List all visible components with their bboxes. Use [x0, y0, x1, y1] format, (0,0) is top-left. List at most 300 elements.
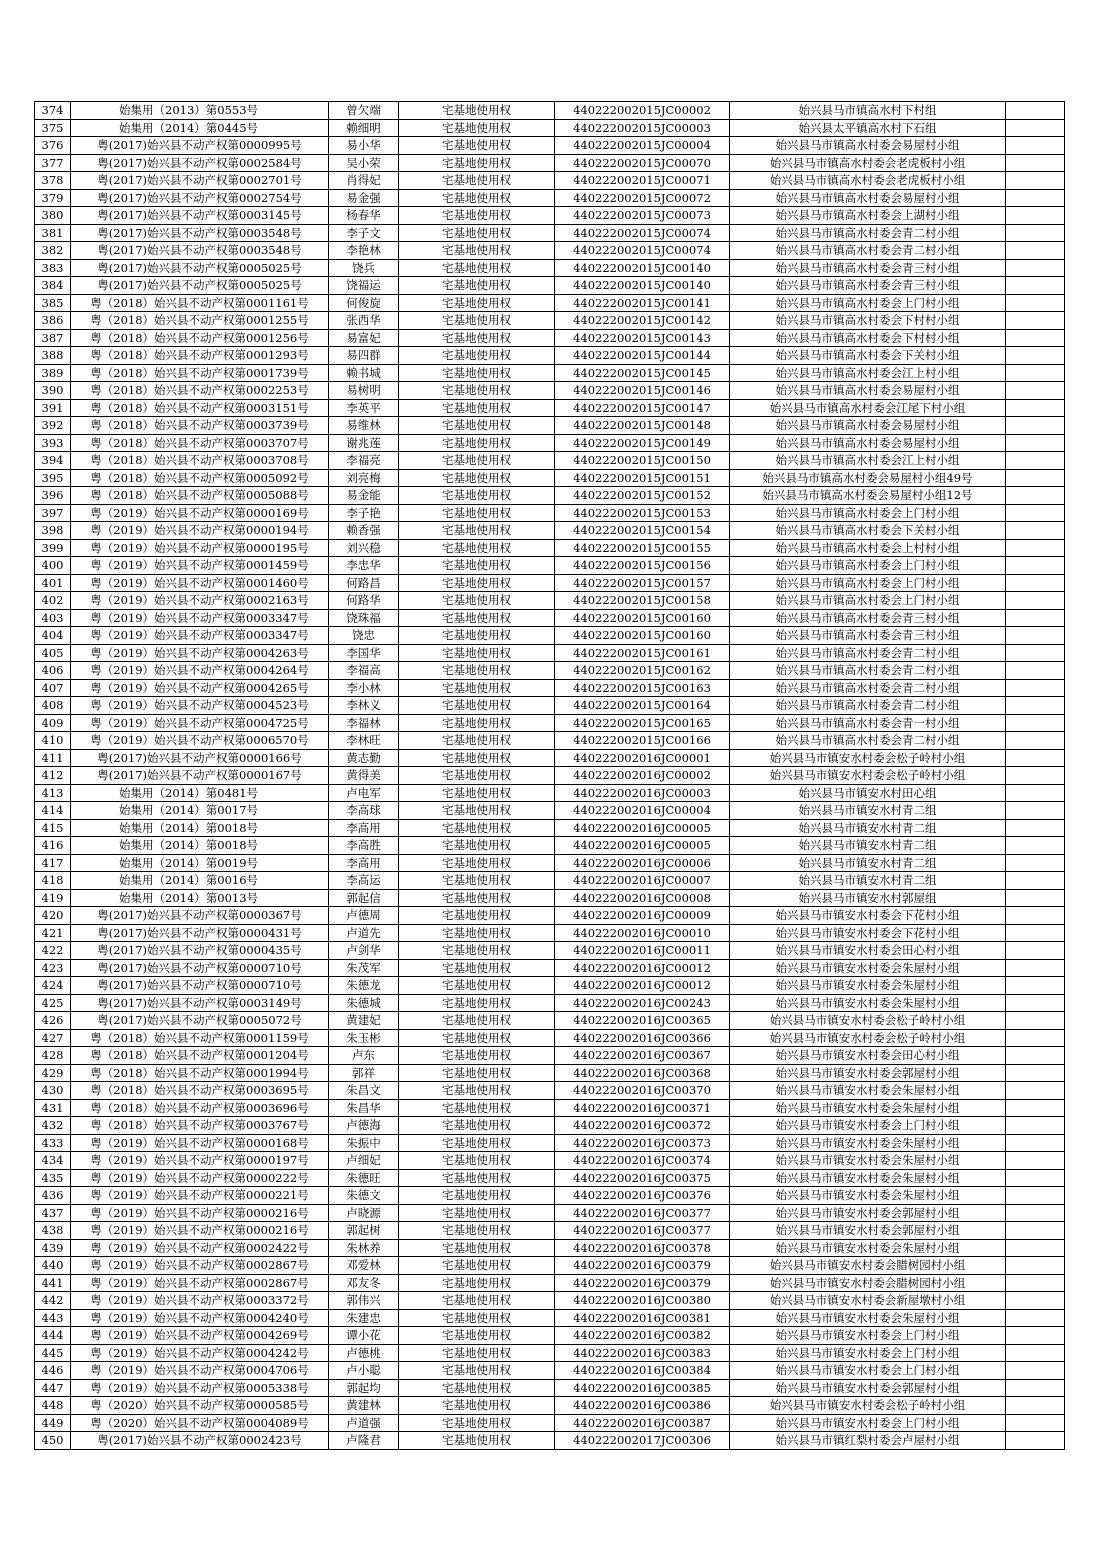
parcel-code-cell: 440222002015JC00149 — [555, 434, 730, 452]
parcel-code-cell: 440222002015JC00160 — [555, 627, 730, 645]
certificate-number-cell: 始集用（2014）第0018号 — [71, 837, 329, 855]
right-type-cell: 宅基地使用权 — [399, 207, 555, 225]
owner-name-cell: 易金强 — [329, 189, 399, 207]
location-cell: 始兴县马市镇高水村委会青一村小组 — [730, 714, 1006, 732]
row-number-cell: 384 — [35, 277, 71, 295]
table-row — [35, 347, 1065, 365]
remark-cell — [1006, 382, 1065, 400]
parcel-code-cell: 440222002016JC00373 — [555, 1134, 730, 1152]
row-number-cell: 441 — [35, 1274, 71, 1292]
remark-cell — [1006, 522, 1065, 540]
owner-name-cell: 李子文 — [329, 224, 399, 242]
row-number-cell: 394 — [35, 452, 71, 470]
right-type-cell: 宅基地使用权 — [399, 417, 555, 435]
location-cell: 始兴县马市镇红梨村委会卢屋村小组 — [730, 1432, 1006, 1450]
remark-cell — [1006, 189, 1065, 207]
row-number-cell: 413 — [35, 784, 71, 802]
owner-name-cell: 李林义 — [329, 697, 399, 715]
location-cell: 始兴县马市镇安水村委会郭屋村小组 — [730, 1064, 1006, 1082]
parcel-code-cell: 440222002016JC00243 — [555, 994, 730, 1012]
right-type-cell: 宅基地使用权 — [399, 189, 555, 207]
right-type-cell: 宅基地使用权 — [399, 889, 555, 907]
remark-cell — [1006, 609, 1065, 627]
certificate-number-cell: 粤（2019）始兴县不动产权第0004706号 — [71, 1362, 329, 1380]
parcel-code-cell: 440222002016JC00374 — [555, 1152, 730, 1170]
owner-name-cell: 邓友冬 — [329, 1274, 399, 1292]
table-row — [35, 522, 1065, 540]
certificate-number-cell: 粤（2018）始兴县不动产权第0005092号 — [71, 469, 329, 487]
certificate-number-cell: 粤(2017)始兴县不动产权第0000710号 — [71, 977, 329, 995]
parcel-code-cell: 440222002016JC00004 — [555, 802, 730, 820]
right-type-cell: 宅基地使用权 — [399, 627, 555, 645]
certificate-number-cell: 粤（2019）始兴县不动产权第0000169号 — [71, 504, 329, 522]
right-type-cell: 宅基地使用权 — [399, 679, 555, 697]
certificate-number-cell: 粤（2018）始兴县不动产权第0005088号 — [71, 487, 329, 505]
parcel-code-cell: 440222002015JC00158 — [555, 592, 730, 610]
certificate-number-cell: 粤（2019）始兴县不动产权第0004269号 — [71, 1327, 329, 1345]
row-number-cell: 403 — [35, 609, 71, 627]
location-cell: 始兴县马市镇高水村委会青二村小组 — [730, 732, 1006, 750]
row-number-cell: 419 — [35, 889, 71, 907]
certificate-number-cell: 粤（2019）始兴县不动产权第0004240号 — [71, 1309, 329, 1327]
owner-name-cell: 李子艳 — [329, 504, 399, 522]
owner-name-cell: 易小华 — [329, 137, 399, 155]
owner-name-cell: 刘兴稳 — [329, 539, 399, 557]
right-type-cell: 宅基地使用权 — [399, 644, 555, 662]
row-number-cell: 399 — [35, 539, 71, 557]
owner-name-cell: 朱德旺 — [329, 1169, 399, 1187]
table-row — [35, 452, 1065, 470]
certificate-number-cell: 粤（2018）始兴县不动产权第0003767号 — [71, 1117, 329, 1135]
remark-cell — [1006, 697, 1065, 715]
table-row — [35, 1397, 1065, 1415]
right-type-cell: 宅基地使用权 — [399, 452, 555, 470]
location-cell: 始兴县马市镇安水村委会上门村小组 — [730, 1327, 1006, 1345]
location-cell: 始兴县马市镇安水村青二组 — [730, 819, 1006, 837]
location-cell: 始兴县马市镇安水村委会下花村小组 — [730, 907, 1006, 925]
certificate-number-cell: 粤（2019）始兴县不动产权第0001459号 — [71, 557, 329, 575]
location-cell: 始兴县马市镇高水村下村组 — [730, 102, 1006, 120]
certificate-number-cell: 粤（2018）始兴县不动产权第0001161号 — [71, 294, 329, 312]
remark-cell — [1006, 1134, 1065, 1152]
table-row — [35, 1432, 1065, 1450]
owner-name-cell: 黄得美 — [329, 767, 399, 785]
row-number-cell: 397 — [35, 504, 71, 522]
row-number-cell: 409 — [35, 714, 71, 732]
owner-name-cell: 卢德周 — [329, 907, 399, 925]
row-number-cell: 398 — [35, 522, 71, 540]
remark-cell — [1006, 1397, 1065, 1415]
table-row — [35, 1344, 1065, 1362]
right-type-cell: 宅基地使用权 — [399, 1309, 555, 1327]
row-number-cell: 379 — [35, 189, 71, 207]
location-cell: 始兴县马市镇安水村委会朱屋村小组 — [730, 1082, 1006, 1100]
table-row — [35, 504, 1065, 522]
certificate-number-cell: 粤(2017)始兴县不动产权第0000367号 — [71, 907, 329, 925]
remark-cell — [1006, 1029, 1065, 1047]
certificate-number-cell: 粤（2019）始兴县不动产权第0003347号 — [71, 627, 329, 645]
certificate-number-cell: 始集用（2014）第0018号 — [71, 819, 329, 837]
remark-cell — [1006, 469, 1065, 487]
row-number-cell: 400 — [35, 557, 71, 575]
parcel-code-cell: 440222002016JC00011 — [555, 942, 730, 960]
location-cell: 始兴县马市镇高水村委会青三村小组 — [730, 627, 1006, 645]
certificate-number-cell: 粤(2017)始兴县不动产权第0002754号 — [71, 189, 329, 207]
right-type-cell: 宅基地使用权 — [399, 1292, 555, 1310]
table-row — [35, 487, 1065, 505]
table-row — [35, 994, 1065, 1012]
right-type-cell: 宅基地使用权 — [399, 662, 555, 680]
parcel-code-cell: 440222002015JC00140 — [555, 277, 730, 295]
right-type-cell: 宅基地使用权 — [399, 924, 555, 942]
certificate-number-cell: 粤（2019）始兴县不动产权第0005338号 — [71, 1379, 329, 1397]
location-cell: 始兴县马市镇高水村委会下关村小组 — [730, 522, 1006, 540]
certificate-number-cell: 粤(2017)始兴县不动产权第0003548号 — [71, 242, 329, 260]
right-type-cell: 宅基地使用权 — [399, 872, 555, 890]
parcel-code-cell: 440222002015JC00142 — [555, 312, 730, 330]
location-cell: 始兴县马市镇安水村委会朱屋村小组 — [730, 1152, 1006, 1170]
remark-cell — [1006, 504, 1065, 522]
location-cell: 始兴县马市镇安水村委会上门村小组 — [730, 1414, 1006, 1432]
location-cell: 始兴县马市镇高水村委会下村村小组 — [730, 312, 1006, 330]
right-type-cell: 宅基地使用权 — [399, 469, 555, 487]
certificate-number-cell: 粤（2018）始兴县不动产权第0001739号 — [71, 364, 329, 382]
right-type-cell: 宅基地使用权 — [399, 1099, 555, 1117]
table-row — [35, 1064, 1065, 1082]
row-number-cell: 418 — [35, 872, 71, 890]
row-number-cell: 422 — [35, 942, 71, 960]
location-cell: 始兴县马市镇安水村委会朱屋村小组 — [730, 959, 1006, 977]
remark-cell — [1006, 539, 1065, 557]
row-number-cell: 416 — [35, 837, 71, 855]
right-type-cell: 宅基地使用权 — [399, 1117, 555, 1135]
remark-cell — [1006, 854, 1065, 872]
certificate-number-cell: 粤（2020）始兴县不动产权第0000585号 — [71, 1397, 329, 1415]
parcel-code-cell: 440222002016JC00384 — [555, 1362, 730, 1380]
remark-cell — [1006, 137, 1065, 155]
row-number-cell: 390 — [35, 382, 71, 400]
right-type-cell: 宅基地使用权 — [399, 714, 555, 732]
owner-name-cell: 邓爱林 — [329, 1257, 399, 1275]
owner-name-cell: 肖得妃 — [329, 172, 399, 190]
certificate-number-cell: 粤（2018）始兴县不动产权第0003739号 — [71, 417, 329, 435]
row-number-cell: 424 — [35, 977, 71, 995]
parcel-code-cell: 440222002016JC00001 — [555, 749, 730, 767]
table-row — [35, 942, 1065, 960]
owner-name-cell: 李高用 — [329, 854, 399, 872]
location-cell: 始兴县马市镇高水村委会青二村小组 — [730, 224, 1006, 242]
right-type-cell: 宅基地使用权 — [399, 364, 555, 382]
remark-cell — [1006, 102, 1065, 120]
table-row — [35, 207, 1065, 225]
table-row — [35, 469, 1065, 487]
certificate-number-cell: 粤（2018）始兴县不动产权第0002253号 — [71, 382, 329, 400]
location-cell: 始兴县马市镇安水村青二组 — [730, 872, 1006, 890]
certificate-number-cell: 粤（2019）始兴县不动产权第0000216号 — [71, 1222, 329, 1240]
table-row — [35, 1274, 1065, 1292]
table-row — [35, 609, 1065, 627]
row-number-cell: 383 — [35, 259, 71, 277]
right-type-cell: 宅基地使用权 — [399, 277, 555, 295]
location-cell: 始兴县马市镇高水村委会上村村小组 — [730, 539, 1006, 557]
parcel-code-cell: 440222002015JC00157 — [555, 574, 730, 592]
row-number-cell: 450 — [35, 1432, 71, 1450]
owner-name-cell: 李高胜 — [329, 837, 399, 855]
certificate-number-cell: 粤（2019）始兴县不动产权第0004264号 — [71, 662, 329, 680]
remark-cell — [1006, 1099, 1065, 1117]
row-number-cell: 376 — [35, 137, 71, 155]
remark-cell — [1006, 889, 1065, 907]
right-type-cell: 宅基地使用权 — [399, 994, 555, 1012]
table-row — [35, 242, 1065, 260]
remark-cell — [1006, 959, 1065, 977]
certificate-number-cell: 始集用（2014）第0445号 — [71, 119, 329, 137]
right-type-cell: 宅基地使用权 — [399, 1397, 555, 1415]
parcel-code-cell: 440222002016JC00377 — [555, 1204, 730, 1222]
remark-cell — [1006, 732, 1065, 750]
certificate-number-cell: 粤（2019）始兴县不动产权第0000221号 — [71, 1187, 329, 1205]
row-number-cell: 436 — [35, 1187, 71, 1205]
row-number-cell: 412 — [35, 767, 71, 785]
right-type-cell: 宅基地使用权 — [399, 1222, 555, 1240]
remark-cell — [1006, 1309, 1065, 1327]
certificate-number-cell: 始集用（2014）第0481号 — [71, 784, 329, 802]
owner-name-cell: 李福亮 — [329, 452, 399, 470]
table-row — [35, 224, 1065, 242]
table-row — [35, 1257, 1065, 1275]
parcel-code-cell: 440222002015JC00163 — [555, 679, 730, 697]
certificate-number-cell: 粤（2019）始兴县不动产权第0004263号 — [71, 644, 329, 662]
row-number-cell: 437 — [35, 1204, 71, 1222]
row-number-cell: 388 — [35, 347, 71, 365]
right-type-cell: 宅基地使用权 — [399, 329, 555, 347]
table-row — [35, 364, 1065, 382]
remark-cell — [1006, 662, 1065, 680]
table-row — [35, 872, 1065, 890]
owner-name-cell: 张西华 — [329, 312, 399, 330]
parcel-code-cell: 440222002016JC00006 — [555, 854, 730, 872]
owner-name-cell: 朱振中 — [329, 1134, 399, 1152]
remark-cell — [1006, 819, 1065, 837]
owner-name-cell: 李高运 — [329, 872, 399, 890]
table-row — [35, 1414, 1065, 1432]
remark-cell — [1006, 1064, 1065, 1082]
row-number-cell: 411 — [35, 749, 71, 767]
table-row — [35, 1204, 1065, 1222]
owner-name-cell: 饶珠福 — [329, 609, 399, 627]
row-number-cell: 377 — [35, 154, 71, 172]
parcel-code-cell: 440222002015JC00148 — [555, 417, 730, 435]
owner-name-cell: 郭祥 — [329, 1064, 399, 1082]
location-cell: 始兴县马市镇高水村委会下关村小组 — [730, 347, 1006, 365]
row-number-cell: 445 — [35, 1344, 71, 1362]
location-cell: 始兴县马市镇安水村青二组 — [730, 802, 1006, 820]
owner-name-cell: 李忠华 — [329, 557, 399, 575]
location-cell: 始兴县马市镇高水村委会青三村小组 — [730, 609, 1006, 627]
remark-cell — [1006, 1117, 1065, 1135]
row-number-cell: 391 — [35, 399, 71, 417]
table-row — [35, 102, 1065, 120]
certificate-number-cell: 粤（2019）始兴县不动产权第0000168号 — [71, 1134, 329, 1152]
owner-name-cell: 朱昌华 — [329, 1099, 399, 1117]
parcel-code-cell: 440222002016JC00383 — [555, 1344, 730, 1362]
owner-name-cell: 卢电军 — [329, 784, 399, 802]
owner-name-cell: 何路昌 — [329, 574, 399, 592]
certificate-number-cell: 粤(2017)始兴县不动产权第0003149号 — [71, 994, 329, 1012]
remark-cell — [1006, 1239, 1065, 1257]
certificate-number-cell: 粤（2019）始兴县不动产权第0000195号 — [71, 539, 329, 557]
owner-name-cell: 郭起信 — [329, 889, 399, 907]
location-cell: 始兴县马市镇安水村委会郭屋村小组 — [730, 1379, 1006, 1397]
parcel-code-cell: 440222002016JC00380 — [555, 1292, 730, 1310]
parcel-code-cell: 440222002015JC00147 — [555, 399, 730, 417]
right-type-cell: 宅基地使用权 — [399, 767, 555, 785]
remark-cell — [1006, 1152, 1065, 1170]
table-row — [35, 312, 1065, 330]
owner-name-cell: 易金能 — [329, 487, 399, 505]
owner-name-cell: 卢东 — [329, 1047, 399, 1065]
parcel-code-cell: 440222002015JC00151 — [555, 469, 730, 487]
parcel-code-cell: 440222002016JC00005 — [555, 837, 730, 855]
row-number-cell: 440 — [35, 1257, 71, 1275]
right-type-cell: 宅基地使用权 — [399, 1082, 555, 1100]
parcel-code-cell: 440222002015JC00161 — [555, 644, 730, 662]
remark-cell — [1006, 242, 1065, 260]
row-number-cell: 389 — [35, 364, 71, 382]
right-type-cell: 宅基地使用权 — [399, 1432, 555, 1450]
parcel-code-cell: 440222002016JC00368 — [555, 1064, 730, 1082]
right-type-cell: 宅基地使用权 — [399, 1187, 555, 1205]
location-cell: 始兴县马市镇高水村委会易屋村小组49号 — [730, 469, 1006, 487]
parcel-code-cell: 440222002016JC00012 — [555, 959, 730, 977]
table-row — [35, 889, 1065, 907]
certificate-number-cell: 始集用（2014）第0016号 — [71, 872, 329, 890]
remark-cell — [1006, 434, 1065, 452]
location-cell: 始兴县马市镇安水村委会松子岭村小组 — [730, 749, 1006, 767]
parcel-code-cell: 440222002015JC00141 — [555, 294, 730, 312]
owner-name-cell: 饶福运 — [329, 277, 399, 295]
location-cell: 始兴县马市镇高水村委会上门村小组 — [730, 504, 1006, 522]
owner-name-cell: 易富妃 — [329, 329, 399, 347]
location-cell: 始兴县马市镇高水村委会青三村小组 — [730, 277, 1006, 295]
row-number-cell: 410 — [35, 732, 71, 750]
certificate-number-cell: 粤（2019）始兴县不动产权第0000216号 — [71, 1204, 329, 1222]
table-row — [35, 924, 1065, 942]
row-number-cell: 405 — [35, 644, 71, 662]
parcel-code-cell: 440222002016JC00378 — [555, 1239, 730, 1257]
table-row — [35, 977, 1065, 995]
remark-cell — [1006, 767, 1065, 785]
right-type-cell: 宅基地使用权 — [399, 1362, 555, 1380]
parcel-code-cell: 440222002016JC00379 — [555, 1274, 730, 1292]
certificate-number-cell: 粤(2017)始兴县不动产权第0003145号 — [71, 207, 329, 225]
parcel-code-cell: 440222002015JC00165 — [555, 714, 730, 732]
certificate-number-cell: 始集用（2014）第0019号 — [71, 854, 329, 872]
location-cell: 始兴县马市镇安水村委会田心村小组 — [730, 1047, 1006, 1065]
location-cell: 始兴县马市镇安水村委会朱屋村小组 — [730, 977, 1006, 995]
parcel-code-cell: 440222002015JC00146 — [555, 382, 730, 400]
owner-name-cell: 李福高 — [329, 662, 399, 680]
parcel-code-cell: 440222002015JC00072 — [555, 189, 730, 207]
table-row — [35, 1134, 1065, 1152]
table-row — [35, 837, 1065, 855]
owner-name-cell: 卢剑华 — [329, 942, 399, 960]
location-cell: 始兴县马市镇高水村委会下村村小组 — [730, 329, 1006, 347]
owner-name-cell: 卢晓源 — [329, 1204, 399, 1222]
parcel-code-cell: 440222002016JC00387 — [555, 1414, 730, 1432]
location-cell: 始兴县马市镇高水村委会上门村小组 — [730, 574, 1006, 592]
row-number-cell: 438 — [35, 1222, 71, 1240]
location-cell: 始兴县马市镇安水村委会松子岭村小组 — [730, 1397, 1006, 1415]
row-number-cell: 421 — [35, 924, 71, 942]
owner-name-cell: 朱林养 — [329, 1239, 399, 1257]
certificate-number-cell: 粤(2017)始兴县不动产权第0002584号 — [71, 154, 329, 172]
owner-name-cell: 李福林 — [329, 714, 399, 732]
owner-name-cell: 吴小荣 — [329, 154, 399, 172]
remark-cell — [1006, 1379, 1065, 1397]
row-number-cell: 430 — [35, 1082, 71, 1100]
certificate-number-cell: 粤（2018）始兴县不动产权第0003696号 — [71, 1099, 329, 1117]
right-type-cell: 宅基地使用权 — [399, 102, 555, 120]
table-row — [35, 1029, 1065, 1047]
location-cell: 始兴县马市镇安水村委会松子岭村小组 — [730, 1012, 1006, 1030]
parcel-code-cell: 440222002015JC00074 — [555, 224, 730, 242]
owner-name-cell: 易四群 — [329, 347, 399, 365]
right-type-cell: 宅基地使用权 — [399, 312, 555, 330]
remark-cell — [1006, 714, 1065, 732]
certificate-number-cell: 粤（2018）始兴县不动产权第0001159号 — [71, 1029, 329, 1047]
certificate-number-cell: 粤（2019）始兴县不动产权第0003372号 — [71, 1292, 329, 1310]
location-cell: 始兴县马市镇高水村委会青二村小组 — [730, 697, 1006, 715]
remark-cell — [1006, 574, 1065, 592]
remark-cell — [1006, 329, 1065, 347]
owner-name-cell: 卢隆君 — [329, 1432, 399, 1450]
certificate-number-cell: 始集用（2014）第0017号 — [71, 802, 329, 820]
parcel-code-cell: 440222002016JC00002 — [555, 767, 730, 785]
table-row — [35, 329, 1065, 347]
row-number-cell: 392 — [35, 417, 71, 435]
parcel-code-cell: 440222002016JC00376 — [555, 1187, 730, 1205]
owner-name-cell: 饶兵 — [329, 259, 399, 277]
row-number-cell: 448 — [35, 1397, 71, 1415]
remark-cell — [1006, 1432, 1065, 1450]
row-number-cell: 414 — [35, 802, 71, 820]
parcel-code-cell: 440222002017JC00306 — [555, 1432, 730, 1450]
remark-cell — [1006, 994, 1065, 1012]
row-number-cell: 386 — [35, 312, 71, 330]
row-number-cell: 446 — [35, 1362, 71, 1380]
right-type-cell: 宅基地使用权 — [399, 1274, 555, 1292]
certificate-number-cell: 粤（2019）始兴县不动产权第0001460号 — [71, 574, 329, 592]
right-type-cell: 宅基地使用权 — [399, 522, 555, 540]
table-row — [35, 679, 1065, 697]
owner-name-cell: 卢道强 — [329, 1414, 399, 1432]
row-number-cell: 381 — [35, 224, 71, 242]
table-row — [35, 644, 1065, 662]
parcel-code-cell: 440222002016JC00365 — [555, 1012, 730, 1030]
table-row — [35, 574, 1065, 592]
owner-name-cell: 饶忠 — [329, 627, 399, 645]
certificate-number-cell: 粤（2019）始兴县不动产权第0000197号 — [71, 1152, 329, 1170]
table-row — [35, 382, 1065, 400]
table-row — [35, 1309, 1065, 1327]
certificate-number-cell: 粤（2020）始兴县不动产权第0004089号 — [71, 1414, 329, 1432]
remark-cell — [1006, 644, 1065, 662]
row-number-cell: 380 — [35, 207, 71, 225]
remark-cell — [1006, 784, 1065, 802]
owner-name-cell: 卢道先 — [329, 924, 399, 942]
owner-name-cell: 黄建妃 — [329, 1012, 399, 1030]
